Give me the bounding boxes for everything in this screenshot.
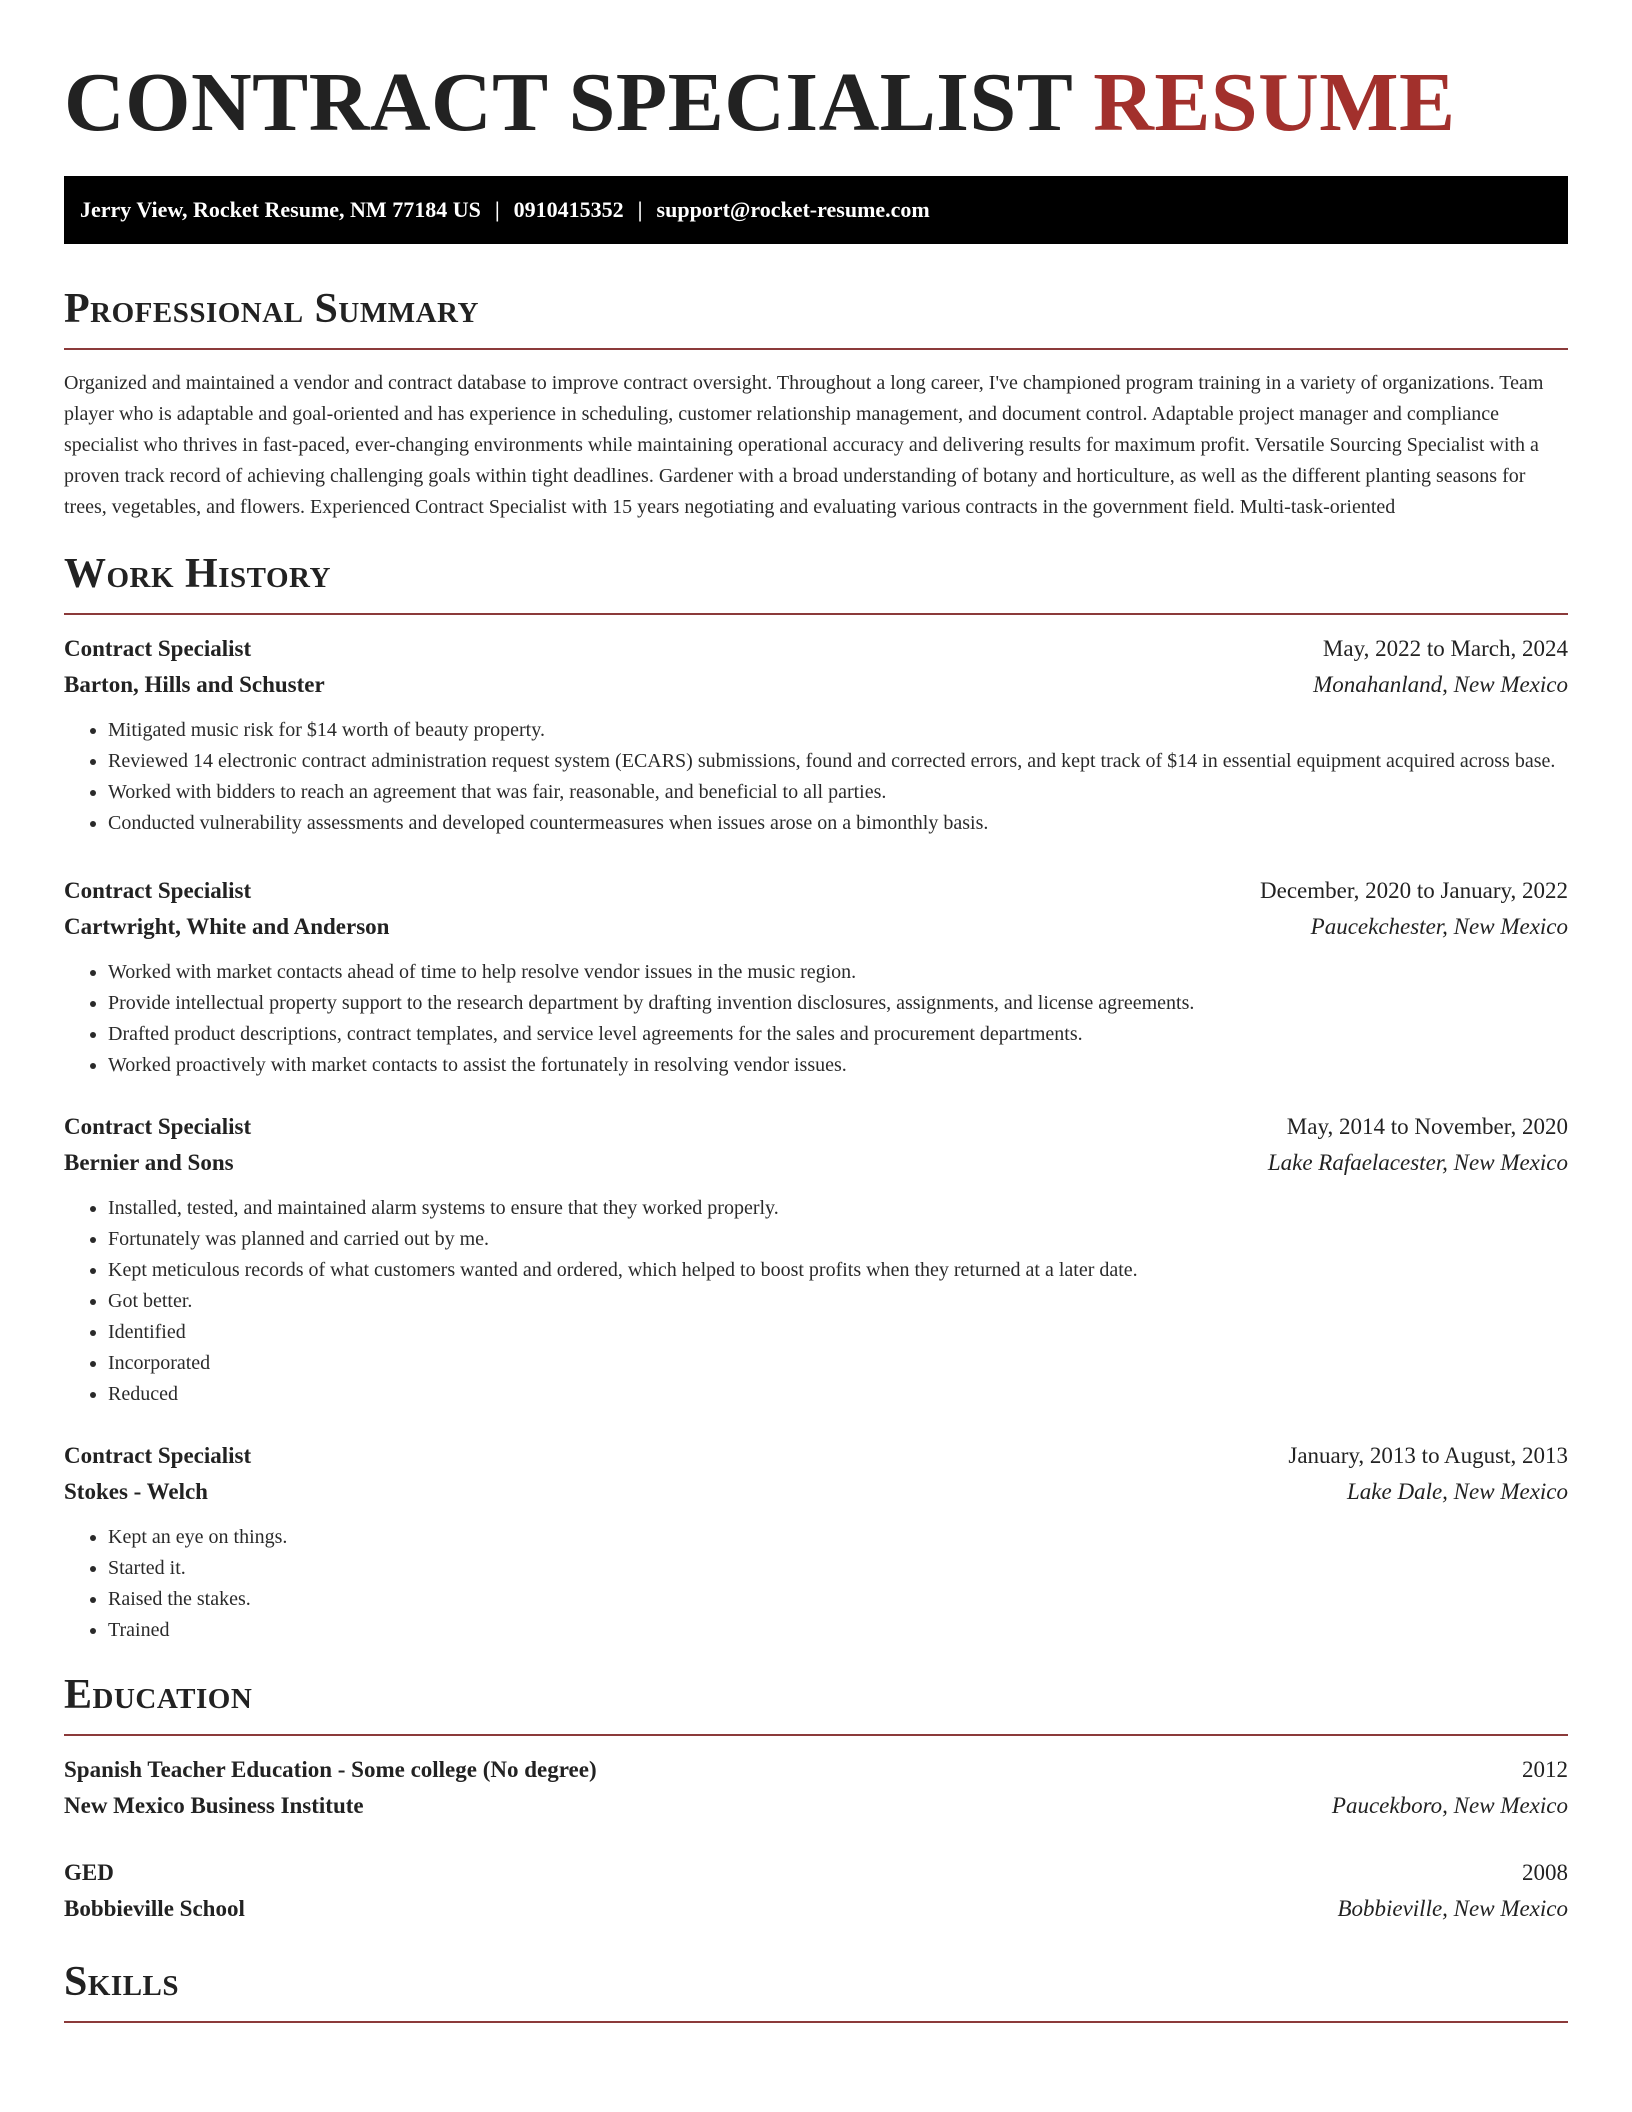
job-company-row bbox=[64, 667, 1568, 703]
job-bullet: • Conducted vulnerability assessments and developed countermeasures when issues arose on a bimonthly basis. bbox=[108, 808, 1568, 839]
section-title-summary: Professional Summary bbox=[64, 286, 479, 332]
contact-separator: | bbox=[494, 197, 500, 222]
section-title-skills: Skills bbox=[64, 1959, 180, 2005]
education-year: 2012 bbox=[1522, 1757, 1568, 1782]
education-school-row bbox=[64, 1891, 1568, 1927]
job-bullet: • Identified bbox=[108, 1317, 1568, 1348]
job-bullet: • Incorporated bbox=[108, 1348, 1568, 1379]
job-company-row bbox=[64, 909, 1568, 945]
job-company: Cartwright, White and Anderson bbox=[64, 914, 390, 939]
job-bullet: • Reviewed 14 electronic contract administration request system (ECARS) submissions, found and corrected errors, and kept track of $14 in essential equipment acquired across base. bbox=[108, 746, 1568, 777]
education-degree-row bbox=[64, 1752, 1568, 1788]
job-title-row bbox=[64, 1438, 1568, 1474]
job-bullet: • Raised the stakes. bbox=[108, 1584, 1568, 1615]
job-location: Paucekchester, New Mexico bbox=[1310, 914, 1568, 939]
education-degree: GED bbox=[64, 1860, 114, 1885]
job-title: Contract Specialist bbox=[64, 636, 252, 661]
summary-section bbox=[64, 284, 1568, 523]
contact-bar bbox=[64, 176, 1568, 244]
job-bullet: • Mitigated music risk for $14 worth of beauty property. bbox=[108, 715, 1568, 746]
job-company: Barton, Hills and Schuster bbox=[64, 672, 325, 697]
job-location: Lake Rafaelacester, New Mexico bbox=[1267, 1150, 1568, 1175]
section-divider bbox=[64, 1734, 1568, 1736]
job-company: Bernier and Sons bbox=[64, 1150, 234, 1175]
job-bullet: • Reduced bbox=[108, 1379, 1568, 1410]
job-bullet: • Started it. bbox=[108, 1553, 1568, 1584]
job-bullet: • Got better. bbox=[108, 1286, 1568, 1317]
resume-title bbox=[64, 0, 1568, 148]
job-bullet: • Worked with market contacts ahead of time to help resolve vendor issues in the music region. bbox=[108, 957, 1568, 988]
education-entry bbox=[64, 1752, 1568, 1824]
job-dates: May, 2022 to March, 2024 bbox=[1322, 636, 1568, 661]
job-bullets bbox=[64, 1193, 1568, 1410]
section-title-work-history: Work History bbox=[64, 551, 331, 597]
job-dates: December, 2020 to January, 2022 bbox=[1260, 878, 1568, 903]
job-bullet: • Installed, tested, and maintained alarm systems to ensure that they worked properly. bbox=[108, 1193, 1568, 1224]
job-dates: May, 2014 to November, 2020 bbox=[1286, 1114, 1568, 1139]
job-dates: January, 2013 to August, 2013 bbox=[1288, 1443, 1568, 1468]
job-bullet: • Kept an eye on things. bbox=[108, 1522, 1568, 1553]
section-divider bbox=[64, 2021, 1568, 2023]
skills-section bbox=[64, 1957, 1568, 2023]
job-entry bbox=[64, 1438, 1568, 1646]
job-bullets bbox=[64, 957, 1568, 1081]
job-bullet: • Provide intellectual property support to the research department by drafting invention disclosures, assignments, and license agreements. bbox=[108, 988, 1568, 1019]
job-location: Monahanland, New Mexico bbox=[1313, 672, 1568, 697]
job-location: Lake Dale, New Mexico bbox=[1347, 1479, 1568, 1504]
job-company: Stokes - Welch bbox=[64, 1479, 208, 1504]
job-title: Contract Specialist bbox=[64, 878, 252, 903]
job-entry bbox=[64, 873, 1568, 1081]
education-school: New Mexico Business Institute bbox=[64, 1793, 364, 1818]
contact-separator: | bbox=[637, 197, 643, 222]
job-bullets bbox=[64, 1522, 1568, 1646]
title-accent: RESUME bbox=[1093, 56, 1456, 149]
contact-address: Jerry View, Rocket Resume, NM 77184 US bbox=[80, 197, 481, 222]
job-title-row bbox=[64, 873, 1568, 909]
job-bullet: • Worked with bidders to reach an agreement that was fair, reasonable, and beneficial to all parties. bbox=[108, 777, 1568, 808]
job-entry bbox=[64, 631, 1568, 839]
education-degree-row bbox=[64, 1855, 1568, 1891]
title-main: CONTRACT SPECIALIST bbox=[64, 56, 1072, 149]
job-company-row bbox=[64, 1474, 1568, 1510]
education-location: Bobbieville, New Mexico bbox=[1337, 1896, 1568, 1921]
job-entry bbox=[64, 1109, 1568, 1410]
job-title: Contract Specialist bbox=[64, 1114, 252, 1139]
job-bullet: • Kept meticulous records of what customers wanted and ordered, which helped to boost profits when they returned at a later date. bbox=[108, 1255, 1568, 1286]
education-school: Bobbieville School bbox=[64, 1896, 245, 1921]
job-company-row bbox=[64, 1145, 1568, 1181]
education-school-row bbox=[64, 1788, 1568, 1824]
job-title-row bbox=[64, 1109, 1568, 1145]
work-history-section bbox=[64, 549, 1568, 1646]
contact-phone: 0910415352 bbox=[513, 197, 624, 222]
education-section bbox=[64, 1670, 1568, 1927]
section-title-education: Education bbox=[64, 1672, 253, 1718]
summary-text: Organized and maintained a vendor and contract database to improve contract oversight. Throughout a long career, I've championed program training in a variety of organizations. Team player who is adaptable and goal-oriented and has experience in scheduling, customer relationship management, and document control. Adaptable project manager and compliance specialist who thrives in fast-paced, ever-changing environments while maintaining operational accuracy and delivering results for maximum profit. Versatile Sourcing Specialist with a proven track record of achieving challenging goals within tight deadlines. Gardener with a broad understanding of botany and horticulture, as well as the different planting seasons for trees, vegetables, and flowers. Experienced Contract Specialist with 15 years negotiating and evaluating various contracts in the government field. Multi-task-oriented bbox=[64, 372, 1544, 518]
job-bullet: • Fortunately was planned and carried out by me. bbox=[108, 1224, 1568, 1255]
section-divider bbox=[64, 613, 1568, 615]
job-title-row bbox=[64, 631, 1568, 667]
job-bullets bbox=[64, 715, 1568, 839]
education-location: Paucekboro, New Mexico bbox=[1331, 1793, 1568, 1818]
education-year: 2008 bbox=[1522, 1860, 1568, 1885]
job-bullet: • Trained bbox=[108, 1615, 1568, 1646]
education-degree: Spanish Teacher Education - Some college (No degree) bbox=[64, 1757, 597, 1782]
education-entry bbox=[64, 1855, 1568, 1927]
job-title: Contract Specialist bbox=[64, 1443, 252, 1468]
section-divider bbox=[64, 348, 1568, 350]
job-bullet: • Worked proactively with market contacts to assist the fortunately in resolving vendor issues. bbox=[108, 1050, 1568, 1081]
contact-email[interactable]: support@rocket-resume.com bbox=[656, 197, 930, 222]
job-bullet: • Drafted product descriptions, contract templates, and service level agreements for the sales and procurement departments. bbox=[108, 1019, 1568, 1050]
